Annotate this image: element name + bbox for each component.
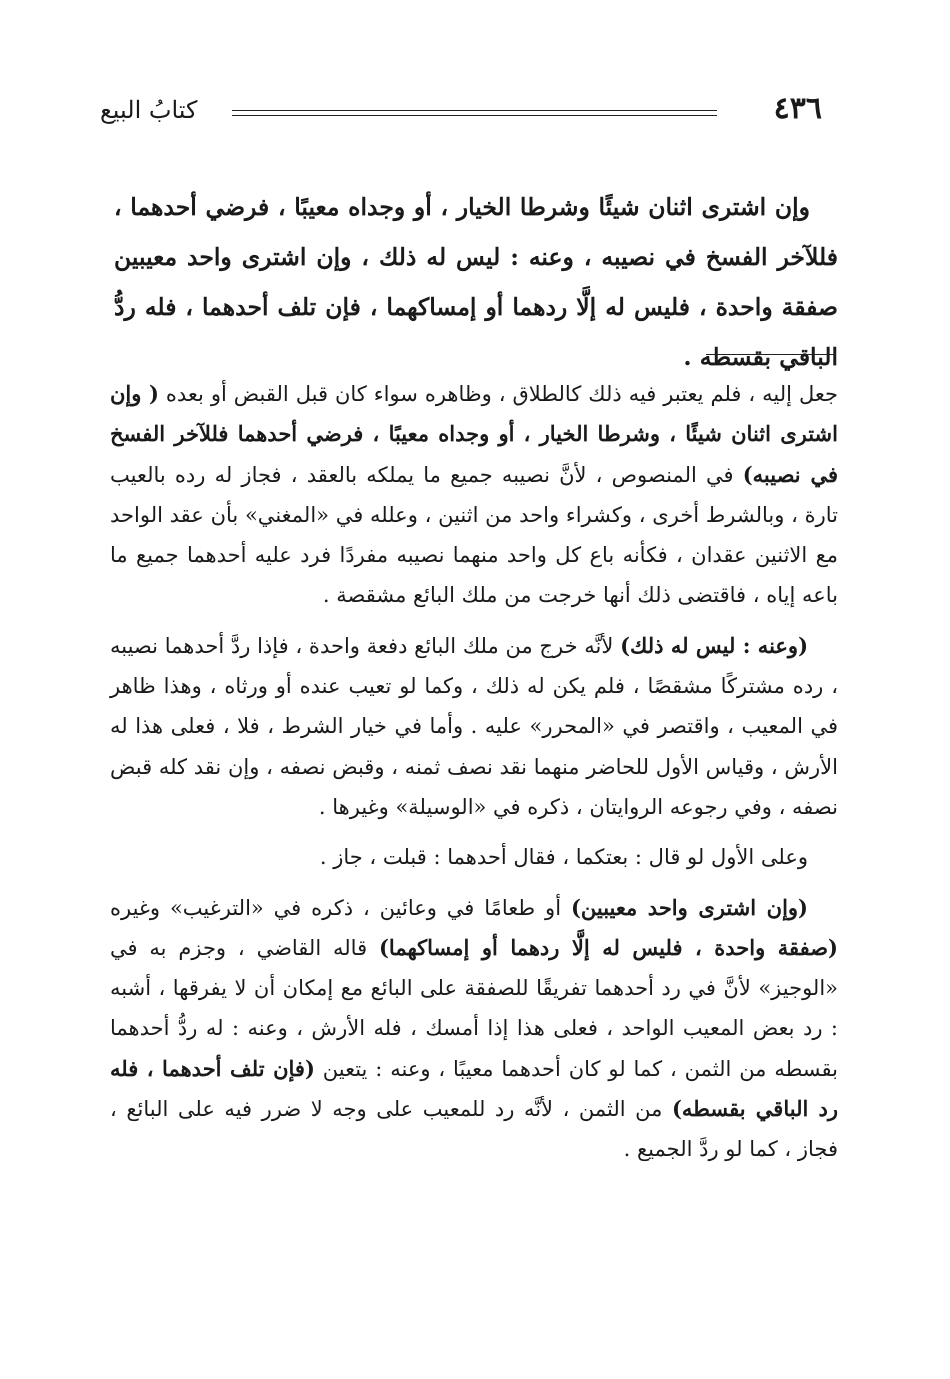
quoted-main-text: (صفقة واحدة ، فليس له إلَّا ردهما أو إمساكهما) <box>378 934 838 960</box>
main-text <box>114 182 838 382</box>
commentary-text: لأنَّه خرج من ملك البائع دفعة واحدة ، فإذا ردَّ أحدهما نصيبه ، رده مشتركًا مشقصًا ، فلم يكن له ذلك ، وكما لو تعيب عنده أو ورثاه ، وهذا ظاهر في المعيب ، واقتصر في «المحرر» عليه . وأما في خيار الشرط ، فلا ، فعلى هذا له الأرش ، وقياس الأول للحاضر منهما نقد نصف ثمنه ، وقبض نصفه ، وإن نقد كله قبض نصفه ، وفي رجوعه الروايتان ، ذكره في «الوسيلة» وغيرها . <box>110 633 838 819</box>
commentary-text: في المنصوص ، لأنَّ نصيبه جميع ما يملكه بالعقد ، فجاز له رده بالعيب تارة ، وبالشرط أخرى ، وكشراء واحد من اثنين ، وعلله في «المغني» بأن عقد الواحد مع الاثنين عقدان ، فكأنه باع كل واحد منهما نصيبه مفردًا فرد عليه أحدهما جميع ما باعه إياه ، فاقتضى ذلك أنها خرجت من ملك البائع مشقصة . <box>110 462 838 608</box>
header-rule-double <box>232 115 717 116</box>
main-text-separator <box>706 354 836 355</box>
page-header <box>100 92 822 132</box>
commentary-paragraph-1 <box>110 374 838 616</box>
commentary-text: أو طعامًا في وعائين ، ذكره في «الترغيب» وغيره <box>110 895 571 920</box>
commentary-text: من الثمن ، لأنَّه رد للمعيب على وجه لا ضرر فيه على البائع ، فجاز ، كما لو ردَّ الجميع . <box>110 1097 838 1162</box>
commentary-paragraph-2 <box>110 626 838 827</box>
commentary-paragraph-4 <box>110 888 838 1170</box>
commentary <box>110 374 838 1180</box>
quoted-main-text: ( وإن اشترى اثنان شيئًا ، وشرطا الخيار ، أو وجداه معيبًا ، فرضي أحدهما فللآخر الفسخ في نصيبه) <box>110 381 839 487</box>
commentary-text: قاله القاضي ، وجزم به في «الوجيز» لأنَّ في رد أحدهما تفريقًا للصفقة على البائع مع إمكان أن لا يفرقها ، أشبه : رد بعض المعيب الواحد ، فعلى هذا إذا أمسك ، فله الأرش ، وعنه : له ردُّ أحدهما بقسطه من الثمن ، كما لو كان أحدهما معيبًا ، وعنه : يتعين <box>110 935 839 1081</box>
header-rule <box>232 110 717 111</box>
commentary-paragraph-3: وعلى الأول لو قال : بعتكما ، فقال أحدهما : قبلت ، جاز . <box>319 845 808 870</box>
running-title: كتابُ البيع <box>100 96 198 124</box>
main-text-paragraph: وإن اشترى اثنان شيئًا وشرطا الخيار ، أو وجداه معيبًا ، فرضي أحدهما ، فللآخر الفسخ في نصيبه ، وعنه : ليس له ذلك ، وإن اشترى واحد معيبين صفقة واحدة ، فليس له إلَّا ردهما أو إمساكهما ، فإن تلف أحدهما ، فله ردُّ الباقي بقسطه . <box>114 193 838 371</box>
quoted-main-text: (وإن اشترى واحد معيبين) <box>570 894 808 920</box>
quoted-main-text: (وعنه : ليس له ذلك) <box>620 632 809 658</box>
commentary-text: جعل إليه ، فلم يعتبر فيه ذلك كالطلاق ، وظاهره سواء كان قبل القبض أو بعده <box>158 382 838 406</box>
quoted-main-text: (فإن تلف أحدهما ، فله رد الباقي بقسطه) <box>110 1055 838 1122</box>
page-number: ٤٣٦ <box>773 91 822 126</box>
